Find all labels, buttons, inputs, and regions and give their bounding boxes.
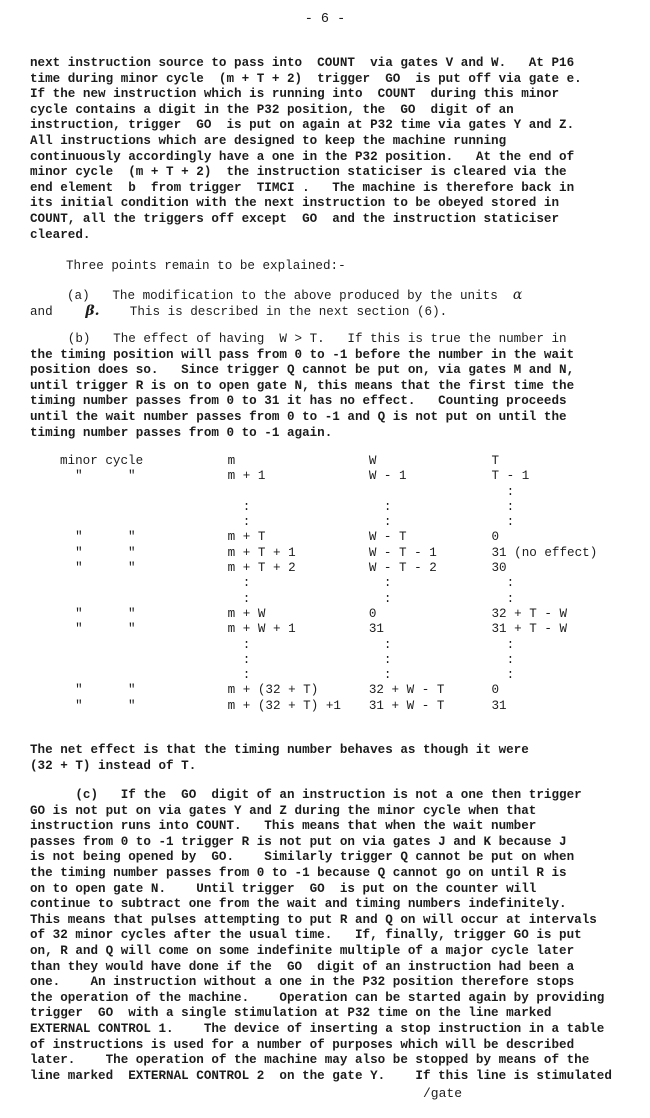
text-line: the operation of the machine. Operation can be started again by providing	[30, 990, 605, 1005]
text-line: until the wait number passes from 0 to -1 and Q is not put on until the	[30, 409, 567, 424]
three-points-heading	[66, 259, 650, 275]
wait-number-cell: :	[368, 591, 392, 606]
alpha-symbol: α	[512, 287, 523, 303]
text-line: on to open gate N. Until trigger GO is put on the counter will	[30, 881, 537, 896]
text-line: is not being opened by GO. Similarly trigger Q cannot be put on when	[30, 850, 575, 865]
wait-number-cell: 32 + W - T	[368, 683, 445, 698]
minor-cycle-cell: m + W	[227, 606, 266, 621]
text-line: continue to subtract one from the wait and timing numbers indefinitely.	[30, 897, 567, 912]
sequence-row	[60, 530, 650, 545]
text-line: its initial condition with the next instruction to be obeyed stored in	[30, 196, 560, 211]
sequence-label-cell: " "	[60, 683, 136, 698]
sequence-row	[60, 699, 650, 714]
text-line: (c) If the GO digit of an instruction is not a one then trigger	[30, 788, 582, 802]
text-line: Three points remain to be explained:-	[66, 259, 346, 273]
minor-cycle-cell: m + (32 + T)	[227, 683, 319, 698]
wait-number-cell: W - T - 1	[368, 545, 437, 560]
wait-number-cell: :	[368, 637, 392, 652]
sequence-row	[60, 653, 650, 668]
text-line: than they would have done if the GO digit of an instruction had been a	[30, 959, 575, 974]
minor-cycle-cell: :	[227, 668, 251, 683]
point-a-line2: This is described in the next section (6).	[129, 304, 448, 319]
timing-number-cell: 31	[491, 698, 507, 713]
timing-number-cell: 32 + T - W	[491, 606, 568, 621]
timing-number-cell: :	[491, 515, 515, 530]
continuation-catchword: /gate	[423, 1086, 463, 1101]
text-line: cleared.	[30, 227, 91, 242]
counting-sequence-table	[60, 454, 650, 714]
beta-symbol: β.	[85, 302, 100, 319]
timing-number-cell: :	[491, 591, 515, 606]
sequence-label-cell: " "	[60, 561, 136, 576]
sequence-label-cell: " "	[60, 545, 136, 560]
text-line: time during minor cycle (m + T + 2) trigger GO is put off via gate e.	[30, 71, 582, 86]
sequence-label-cell	[60, 653, 228, 668]
timing-number-cell: 0	[491, 683, 500, 698]
sequence-label-cell: " "	[60, 698, 136, 713]
paragraph-continuation	[30, 56, 628, 243]
text-line: of 32 minor cycles after the usual time. If, finally, trigger GO is put	[30, 928, 582, 943]
text-line	[30, 304, 628, 320]
sequence-row	[60, 576, 650, 591]
minor-cycle-cell: :	[227, 576, 251, 591]
sequence-label-cell	[60, 515, 228, 530]
sequence-row	[60, 638, 650, 653]
sequence-label-cell	[60, 592, 228, 607]
wait-number-cell: W	[368, 454, 377, 468]
point-a-line1: (a) The modification to the above produced by the units	[67, 289, 498, 303]
text-line: instruction, trigger GO is put on again at P32 time via gates Y and Z.	[30, 118, 575, 133]
text-line: of instructions is used for a number of purposes which will be described	[30, 1037, 575, 1052]
text-line: cycle contains a digit in the P32 position, the GO digit of an	[30, 102, 514, 117]
page-number: - 6 -	[304, 12, 346, 27]
minor-cycle-cell: m + T + 2	[227, 561, 296, 576]
wait-number-cell: 31	[368, 622, 384, 637]
text-line: timing number passes from 0 to -1 again.	[30, 425, 333, 440]
sequence-row	[60, 454, 650, 469]
text-line: (b) The effect of having W > T. If this is true the number in	[30, 332, 567, 346]
wait-number-cell: :	[368, 515, 392, 530]
timing-number-cell: :	[491, 576, 515, 591]
text-line: trigger GO with a single stimulation at P32 time on the line marked	[30, 1006, 552, 1021]
text-line: COUNT, all the triggers off except GO and the instruction staticiser	[30, 211, 560, 226]
minor-cycle-cell: m + W + 1	[227, 622, 296, 637]
timing-number-cell: T	[491, 454, 500, 468]
timing-number-cell: :	[491, 652, 515, 667]
sequence-label-cell: " "	[60, 606, 136, 621]
wait-number-cell: :	[368, 652, 392, 667]
sequence-label-cell: minor cycle	[60, 454, 144, 468]
wait-number-cell: 31 + W - T	[368, 698, 445, 713]
wait-number-cell	[369, 485, 492, 500]
timing-number-cell: :	[491, 637, 515, 652]
text-line: If the new instruction which is running into COUNT during this minor	[30, 87, 560, 102]
point-b	[30, 332, 628, 441]
text-line: one. An instruction without a one in the P32 position therefore stops	[30, 975, 575, 990]
timing-number-cell: 31 (no effect)	[491, 545, 598, 560]
text-line: line marked EXTERNAL CONTROL 2 on the gate Y. If this line is stimulated	[30, 1068, 612, 1083]
text-line: GO is not put on via gates Y and Z during the minor cycle when that	[30, 803, 537, 818]
text-line: next instruction source to pass into COUNT via gates V and W. At P16	[30, 56, 575, 70]
text-line: the timing position will pass from 0 to -1 before the number in the wait	[30, 347, 575, 362]
sequence-row	[60, 683, 650, 698]
text-line: All instructions which are designed to keep the machine running	[30, 133, 507, 148]
minor-cycle-cell: m + T	[227, 530, 266, 545]
wait-number-cell: W - T - 2	[368, 561, 437, 576]
minor-cycle-cell: m + 1	[227, 469, 266, 484]
minor-cycle-cell: :	[227, 591, 251, 606]
minor-cycle-cell: :	[227, 652, 251, 667]
sequence-row	[60, 485, 650, 500]
sequence-label-cell: " "	[60, 530, 136, 545]
sequence-label-cell	[60, 500, 228, 515]
wait-number-cell: :	[368, 576, 392, 591]
sequence-label-cell: " "	[60, 469, 136, 484]
minor-cycle-cell: :	[227, 515, 251, 530]
minor-cycle-cell: :	[227, 499, 251, 514]
text-line: timing number passes from 0 to 31 it has no effect. Counting proceeds	[30, 394, 567, 409]
sequence-row	[60, 469, 650, 484]
wait-number-cell: :	[368, 499, 392, 514]
text-line: until trigger R is on to open gate N, this means that the first time the	[30, 378, 575, 393]
sequence-label-cell: " "	[60, 622, 136, 637]
text-line	[30, 288, 628, 304]
sequence-label-cell	[60, 638, 228, 653]
timing-number-cell: :	[491, 668, 515, 683]
point-a-and: and	[30, 304, 53, 319]
timing-number-cell: 31 + T - W	[491, 622, 568, 637]
text-line: the timing number passes from 0 to -1 because Q cannot go on until R is	[30, 865, 567, 880]
net-effect	[30, 743, 628, 774]
point-a	[30, 288, 628, 319]
text-line: EXTERNAL CONTROL 1. The device of inserting a stop instruction in a table	[30, 1021, 605, 1036]
sequence-row	[60, 668, 650, 683]
sequence-row	[60, 515, 650, 530]
text-line: continuously accordingly have a one in the P32 position. At the end of	[30, 149, 575, 164]
text-line: (32 + T) instead of T.	[30, 758, 197, 773]
wait-number-cell: W - T	[368, 530, 407, 545]
sequence-row	[60, 592, 650, 607]
minor-cycle-cell	[228, 485, 369, 500]
text-line: instruction runs into COUNT. This means that when the wait number	[30, 819, 537, 834]
text-line: passes from 0 to -1 trigger R is not put on via gates J and K because J	[30, 834, 567, 849]
minor-cycle-cell: m + (32 + T) +1	[227, 698, 341, 713]
text-line: end element b from trigger TIMCI . The machine is therefore back in	[30, 180, 575, 195]
timing-number-cell: 30	[491, 561, 507, 576]
timing-number-cell: T - 1	[491, 469, 530, 484]
sequence-label-cell	[60, 576, 228, 591]
text-line: The net effect is that the timing number behaves as though it were	[30, 743, 529, 757]
minor-cycle-cell: :	[227, 637, 251, 652]
sequence-row	[60, 500, 650, 515]
sequence-row	[60, 561, 650, 576]
point-c	[30, 788, 630, 1084]
text-line: on, R and Q will come on some indefinite multiple of a major cycle later	[30, 943, 575, 958]
text-line: minor cycle (m + T + 2) the instruction staticiser is cleared via the	[30, 165, 567, 180]
timing-number-cell: 0	[491, 530, 500, 545]
sequence-row	[60, 622, 650, 637]
wait-number-cell: :	[368, 668, 392, 683]
sequence-label-cell	[60, 668, 228, 683]
text-line: position does so. Since trigger Q cannot be put on, via gates M and N,	[30, 363, 575, 378]
text-line: later. The operation of the machine may also be stopped by means of the	[30, 1053, 590, 1068]
minor-cycle-cell: m	[227, 454, 236, 468]
sequence-label-cell	[60, 485, 228, 500]
sequence-row	[60, 546, 650, 561]
wait-number-cell: W - 1	[368, 469, 407, 484]
timing-number-cell: :	[491, 499, 515, 514]
sequence-row	[60, 607, 650, 622]
timing-number-cell: :	[491, 484, 515, 499]
minor-cycle-cell: m + T + 1	[227, 545, 296, 560]
wait-number-cell: 0	[368, 606, 377, 621]
text-line: This means that pulses attempting to put R and Q on will occur at intervals	[30, 912, 597, 927]
